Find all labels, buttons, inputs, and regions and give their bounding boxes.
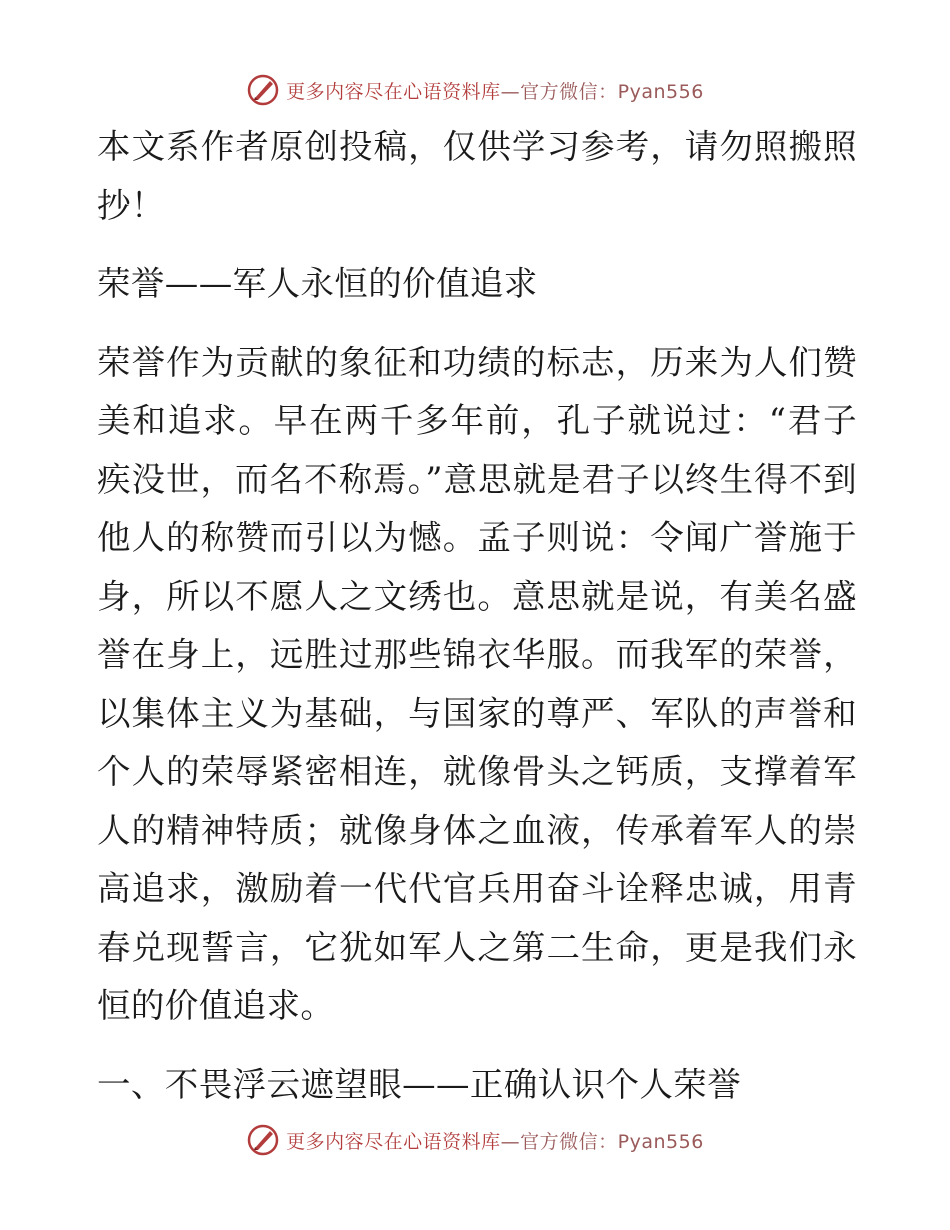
footer-banner-text <box>286 1127 704 1154</box>
footer-banner-separator: — <box>500 1130 521 1153</box>
article-title: 荣誉——军人永恒的价值追求 <box>97 264 538 303</box>
header-banner-wechat: 官方微信：Pyan556 <box>520 80 704 103</box>
header-banner-separator: — <box>500 80 521 103</box>
header-banner-text <box>286 77 704 104</box>
header-banner <box>0 70 950 110</box>
intro-paragraph: 荣誉作为贡献的象征和功绩的标志，历来为人们赞美和追求。早在两千多年前，孔子就说过：“君子疾没世，而名不称焉。”意思就是君子以终生得不到他人的称赞而引以为憾。孟子则说：令闻广誉施于身，所以不愿人之文绣也。意思就是说，有美名盛誉在身上，远胜过那些锦衣华服。而我军的荣誉，以集体主义为基础，与国家的尊严、军队的声誉和个人的荣辱紧密相连，就像骨头之钙质，支撑着军人的精神特质；就像身体之血液，传承着军人的崇高追求，激励着一代代官兵用奋斗诠释忠诚，用青春兑现誓言，它犹如军人之第二生命，更是我们永恒的价值追求。 <box>97 342 857 1025</box>
quill-pen-logo-icon <box>246 1123 280 1157</box>
quill-pen-logo-icon <box>246 73 280 107</box>
document-body <box>97 118 857 1114</box>
copyright-notice: 本文系作者原创投稿，仅供学习参考，请勿照搬照抄！ <box>97 127 857 225</box>
footer-banner-wechat: 官方微信：Pyan556 <box>520 1130 704 1153</box>
section-heading: 一、不畏浮云遮望眼——正确认识个人荣誉 <box>97 1064 742 1104</box>
footer-banner <box>0 1120 950 1160</box>
header-banner-main: 更多内容尽在心语资料库 <box>286 80 501 103</box>
footer-banner-main: 更多内容尽在心语资料库 <box>286 1130 501 1153</box>
